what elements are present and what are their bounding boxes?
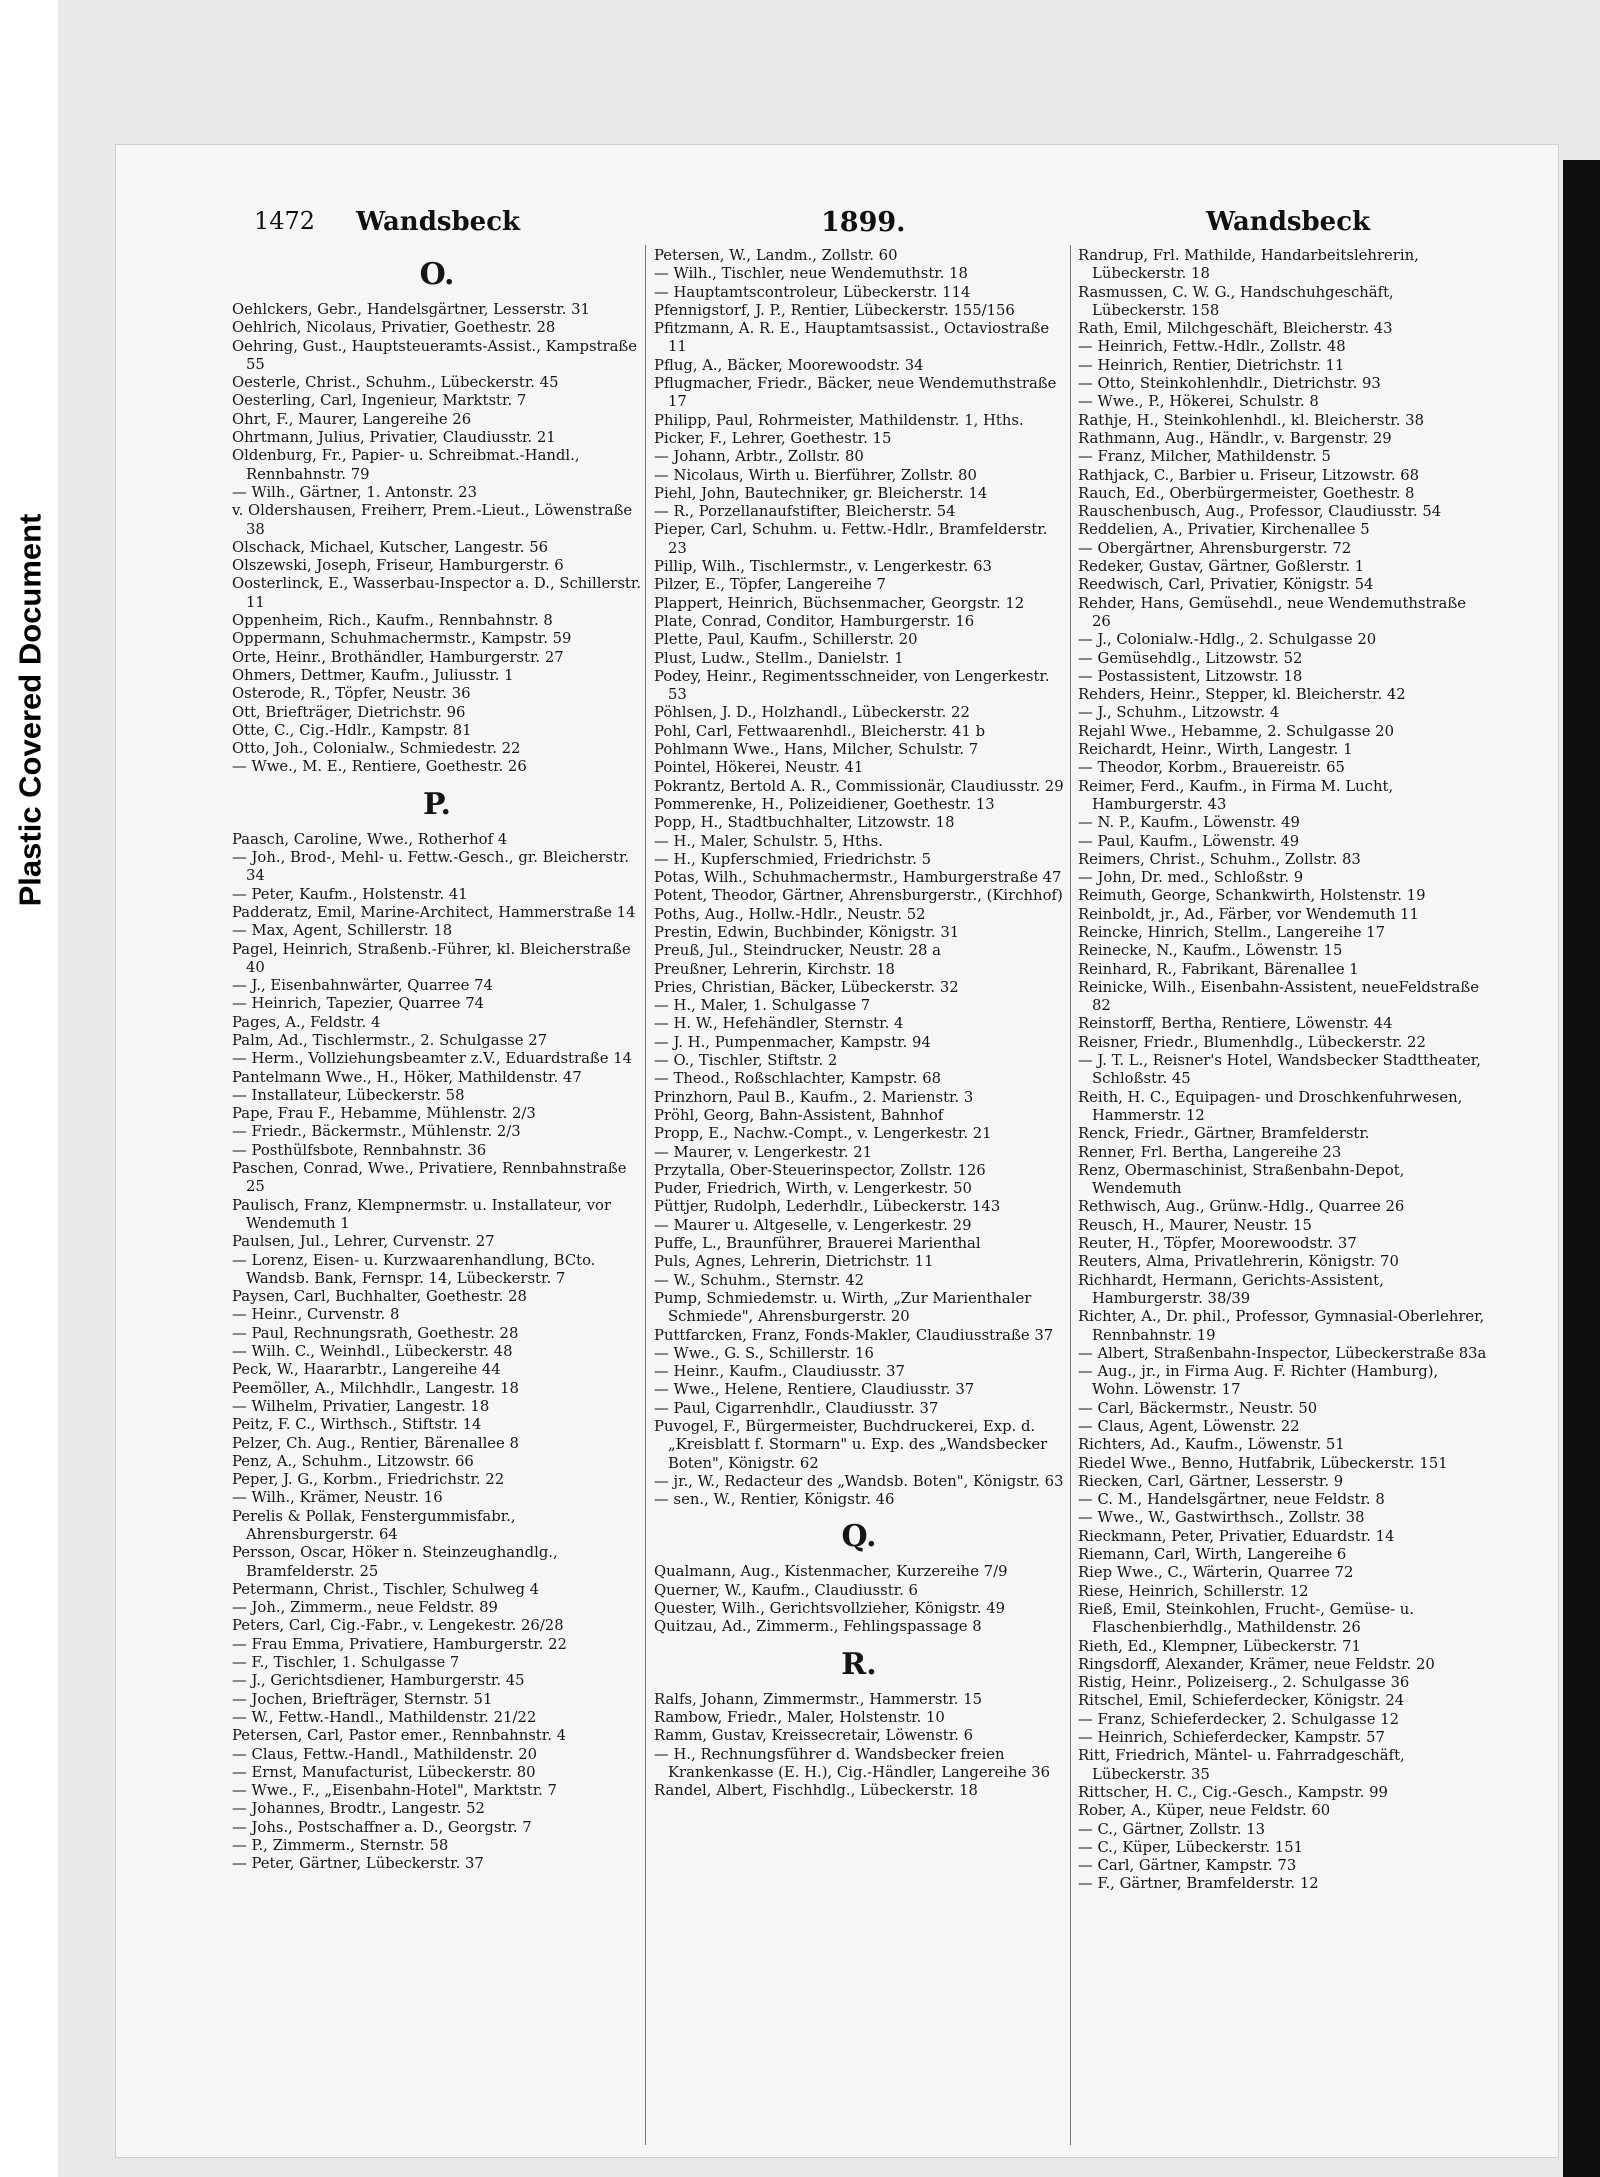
directory-entry: Riemann, Carl, Wirth, Langereihe 6 <box>1078 1546 1347 1564</box>
directory-entry: Rathmann, Aug., Händlr., v. Bargenstr. 29 <box>1078 429 1392 447</box>
directory-entry: — Theod., Roßschlachter, Kampstr. 68 <box>654 1070 942 1088</box>
directory-entry: — Jochen, Briefträger, Sternstr. 51 <box>232 1690 493 1708</box>
directory-column-2 <box>654 247 1064 1800</box>
directory-entry: Oldenburg, Fr., Papier- u. Schreibmat.-Handl., Rennbahnstr. 79 <box>232 447 580 483</box>
directory-entry: Rauschenbusch, Aug., Professor, Claudiusstr. 54 <box>1078 503 1442 521</box>
directory-entry: Rehder, Hans, Gemüsehdl., neue Wendemuthstraße 26 <box>1078 594 1467 630</box>
directory-entry: — J., Schuhm., Litzowstr. 4 <box>1078 704 1280 722</box>
directory-entry: — H., Kupferschmied, Friedrichstr. 5 <box>654 850 932 868</box>
directory-entry: Peemöller, A., Milchhdlr., Langestr. 18 <box>232 1379 519 1397</box>
directory-entry: Rittscher, H. C., Cig.-Gesch., Kampstr. 99 <box>1078 1783 1388 1801</box>
directory-entry: Ramm, Gustav, Kreissecretair, Löwenstr. 6 <box>654 1727 974 1745</box>
directory-entry: Randrup, Frl. Mathilde, Handarbeitslehrerin, Lübeckerstr. 18 <box>1078 247 1419 283</box>
directory-entry: Pantelmann Wwe., H., Höker, Mathildenstr. 47 <box>232 1068 582 1086</box>
directory-entry: Oehlckers, Gebr., Handelsgärtner, Lesserstr. 31 <box>232 301 590 318</box>
directory-entry: Rejahl Wwe., Hebamme, 2. Schulgasse 20 <box>1078 722 1395 740</box>
directory-entry: Propp, E., Nachw.-Compt., v. Lengerkestr. 21 <box>654 1125 992 1143</box>
directory-entry: Perelis & Pollak, Fenstergummisfabr., Ahrensburgerstr. 64 <box>232 1507 516 1543</box>
directory-entry: — Wilh., Tischler, neue Wendemuthstr. 18 <box>654 265 968 283</box>
directory-entry: — N. P., Kaufm., Löwenstr. 49 <box>1078 814 1300 832</box>
directory-entry: — J. H., Pumpenmacher, Kampstr. 94 <box>654 1033 931 1051</box>
directory-entry: Reinecke, N., Kaufm., Löwenstr. 15 <box>1078 942 1343 960</box>
directory-entry: Pelzer, Ch. Aug., Rentier, Bärenallee 8 <box>232 1434 519 1452</box>
directory-entry: Riecken, Carl, Gärtner, Lesserstr. 9 <box>1078 1472 1344 1490</box>
directory-entry: v. Oldershausen, Freiherr, Prem.-Lieut., Löwenstraße 38 <box>232 502 633 538</box>
directory-entry: Qualmann, Aug., Kistenmacher, Kurzereihe 7/9 <box>654 1563 1008 1581</box>
directory-entry: — Wwe., M. E., Rentiere, Goethestr. 26 <box>232 758 527 776</box>
directory-entry: Poths, Aug., Hollw.-Hdlr., Neustr. 52 <box>654 905 926 923</box>
directory-entry: — Heinrich, Rentier, Dietrichstr. 11 <box>1078 356 1345 374</box>
directory-entry: Prestin, Edwin, Buchbinder, Königstr. 31 <box>654 923 960 941</box>
directory-entry: Rathje, H., Steinkohlenhdl., kl. Bleicherstr. 38 <box>1078 411 1424 429</box>
directory-entry: — J., Colonialw.-Hdlg., 2. Schulgasse 20 <box>1078 631 1377 649</box>
directory-entry: — Hauptamtscontroleur, Lübeckerstr. 114 <box>654 283 971 301</box>
directory-entry: — Johann, Arbtr., Zollstr. 80 <box>654 448 864 466</box>
directory-entry: Püttjer, Rudolph, Lederhdlr., Lübeckerstr. 143 <box>654 1198 1001 1216</box>
directory-entry: — Heinrich, Schieferdecker, Kampstr. 57 <box>1078 1729 1385 1747</box>
running-title-left: Wandsbeck <box>356 207 521 237</box>
directory-entry: Pointel, Hökerei, Neustr. 41 <box>654 759 864 777</box>
directory-entry: Reisner, Friedr., Blumenhdlg., Lübeckerstr. 22 <box>1078 1033 1426 1051</box>
directory-entry: Pflug, A., Bäcker, Moorewoodstr. 34 <box>654 356 924 374</box>
directory-entry: Plust, Ludw., Stellm., Danielstr. 1 <box>654 649 904 667</box>
directory-entry: Querner, W., Kaufm., Claudiusstr. 6 <box>654 1581 918 1599</box>
directory-entry: Plate, Conrad, Conditor, Hamburgerstr. 16 <box>654 612 975 630</box>
directory-entry: Reimuth, George, Schankwirth, Holstenstr. 19 <box>1078 887 1426 905</box>
year-heading: 1899. <box>821 207 906 238</box>
directory-entry: Riedel Wwe., Benno, Hutfabrik, Lübeckerstr. 151 <box>1078 1454 1448 1472</box>
directory-entry: — Wwe., F., „Eisenbahn-Hotel", Marktstr. 7 <box>232 1782 557 1800</box>
directory-entry: Przytalla, Ober-Steuerinspector, Zollstr. 126 <box>654 1161 986 1179</box>
directory-entry: Potas, Wilh., Schuhmachermstr., Hamburgerstraße 47 <box>654 869 1062 887</box>
sidebar-label <box>6 430 54 990</box>
directory-entry: Rieckmann, Peter, Privatier, Eduardstr. 14 <box>1078 1527 1395 1545</box>
directory-entry: — Wilhelm, Privatier, Langestr. 18 <box>232 1397 490 1415</box>
directory-entry: — W., Schuhm., Sternstr. 42 <box>654 1271 865 1289</box>
directory-entry: Oesterling, Carl, Ingenieur, Marktstr. 7 <box>232 392 527 410</box>
directory-entry: Oppenheim, Rich., Kaufm., Rennbahnstr. 8 <box>232 612 553 630</box>
directory-entry: — Johs., Postschaffner a. D., Georgstr. 7 <box>232 1818 532 1836</box>
directory-entry: Pieper, Carl, Schuhm. u. Fettw.-Hdlr., Bramfelderstr. 23 <box>654 521 1048 557</box>
directory-entry: Preußner, Lehrerin, Kirchstr. 18 <box>654 960 895 978</box>
directory-entry: Randel, Albert, Fischhdlg., Lübeckerstr. 18 <box>654 1782 978 1800</box>
page-header <box>116 207 1558 247</box>
directory-entry: Podey, Heinr., Regimentsschneider, von Lengerkestr. 53 <box>654 667 1050 704</box>
directory-entry: — Claus, Agent, Löwenstr. 22 <box>1078 1418 1300 1435</box>
directory-entry: Pillip, Wilh., Tischlermstr., v. Lengerkestr. 63 <box>654 558 992 576</box>
directory-entry: Oppermann, Schuhmachermstr., Kampstr. 59 <box>232 630 572 648</box>
directory-entry: — Franz, Schieferdecker, 2. Schulgasse 12 <box>1078 1710 1400 1728</box>
directory-entry: Peters, Carl, Cig.-Fabr., v. Lengekestr. 26/28 <box>232 1617 564 1635</box>
directory-entry: Ralfs, Johann, Zimmermstr., Hammerstr. 15 <box>654 1690 983 1708</box>
directory-entry: — Wilh. C., Weinhdl., Lübeckerstr. 48 <box>232 1343 513 1361</box>
directory-entry: — John, Dr. med., Schloßstr. 9 <box>1078 869 1304 887</box>
directory-entry: Popp, H., Stadtbuchhalter, Litzowstr. 18 <box>654 814 955 832</box>
directory-entry: Peck, W., Haararbtr., Langereihe 44 <box>232 1361 501 1379</box>
directory-entry: Pump, Schmiedemstr. u. Wirth, „Zur Marienthaler Schmiede", Ahrensburgerstr. 20 <box>654 1289 1032 1326</box>
directory-entry: Rethwisch, Aug., Grünw.-Hdlg., Quarree 26 <box>1078 1198 1405 1216</box>
directory-entry: — Friedr., Bäckermstr., Mühlenstr. 2/3 <box>232 1123 521 1141</box>
directory-entry: Paulisch, Franz, Klempnermstr. u. Installateur, vor Wendemuth 1 <box>232 1196 612 1232</box>
directory-entry: Reincke, Hinrich, Stellm., Langereihe 17 <box>1078 923 1386 941</box>
directory-entry: — Carl, Bäckermstr., Neustr. 50 <box>1078 1399 1318 1417</box>
directory-entry: — Wwe., Helene, Rentiere, Claudiusstr. 37 <box>654 1381 975 1399</box>
directory-entry: Pilzer, E., Töpfer, Langereihe 7 <box>654 576 886 594</box>
directory-entry: Puttfarcken, Franz, Fonds-Makler, Claudiusstraße 37 <box>654 1326 1054 1344</box>
directory-entry: Otto, Joh., Colonialw., Schmiedestr. 22 <box>232 740 521 758</box>
directory-entry: Ohrt, F., Maurer, Langereihe 26 <box>232 410 472 428</box>
directory-entry: Reichardt, Heinr., Wirth, Langestr. 1 <box>1078 741 1353 759</box>
directory-entry: Reimer, Ferd., Kaufm., in Firma M. Lucht, Hamburgerstr. 43 <box>1078 777 1394 813</box>
directory-entry: Reddelien, A., Privatier, Kirchenallee 5 <box>1078 521 1370 539</box>
directory-entry: — Paul, Cigarrenhdlr., Claudiusstr. 37 <box>654 1399 939 1417</box>
directory-entry: — Obergärtner, Ahrensburgerstr. 72 <box>1078 539 1352 557</box>
directory-entry: Quester, Wilh., Gerichtsvollzieher, Königstr. 49 <box>654 1600 1006 1618</box>
directory-entry: — Herm., Vollziehungsbeamter z.V., Eduardstraße 14 <box>232 1050 633 1068</box>
directory-entry: Pohlmann Wwe., Hans, Milcher, Schulstr. 7 <box>654 741 979 759</box>
directory-entry: Plette, Paul, Kaufm., Schillerstr. 20 <box>654 631 918 649</box>
directory-entry: Richters, Ad., Kaufm., Löwenstr. 51 <box>1078 1436 1345 1454</box>
column-divider <box>645 245 646 2145</box>
directory-entry: — Wwe., G. S., Schillerstr. 16 <box>654 1344 874 1362</box>
directory-entry: Reusch, H., Maurer, Neustr. 15 <box>1078 1216 1312 1234</box>
directory-entry: Reuter, H., Töpfer, Moorewoodstr. 37 <box>1078 1235 1357 1253</box>
running-title-right: Wandsbeck <box>1206 207 1371 237</box>
directory-entry: Pfennigstorf, J. P., Rentier, Lübeckerstr. 155/156 <box>654 301 1015 319</box>
directory-entry: Puffe, L., Braunführer, Brauerei Marienthal <box>654 1235 981 1253</box>
directory-entry: — sen., W., Rentier, Königstr. 46 <box>654 1491 895 1509</box>
directory-entry: Pöhlsen, J. D., Holzhandl., Lübeckerstr. 22 <box>654 704 970 722</box>
directory-entry: Pokrantz, Bertold A. R., Commissionär, Claudiusstr. 29 <box>654 777 1064 795</box>
directory-entry: Reinicke, Wilh., Eisenbahn-Assistent, neueFeldstraße 82 <box>1078 978 1479 1015</box>
directory-entry: Pflugmacher, Friedr., Bäcker, neue Wendemuthstraße 17 <box>654 375 1057 411</box>
directory-entry: — R., Porzellanaufstifter, Bleicherstr. 54 <box>654 503 956 521</box>
directory-entry: Paasch, Caroline, Wwe., Rotherhof 4 <box>232 830 508 848</box>
section-letter: O. <box>419 257 455 292</box>
directory-entry: — C. M., Handelsgärtner, neue Feldstr. 8 <box>1078 1491 1385 1509</box>
directory-entry: — Wwe., W., Gastwirthsch., Zollstr. 38 <box>1078 1509 1365 1527</box>
directory-entry: Penz, A., Schuhm., Litzowstr. 66 <box>232 1452 474 1470</box>
directory-entry: — Lorenz, Eisen- u. Kurzwaarenhandlung, BCto. Wandsb. Bank, Fernspr. 14, Lübeckerstr. 7 <box>232 1251 596 1287</box>
directory-entry: Puls, Agnes, Lehrerin, Dietrichstr. 11 <box>654 1253 934 1271</box>
sidebar-label-text: Plastic Covered Document <box>12 513 48 907</box>
directory-entry: — Otto, Steinkohlenhdlr., Dietrichstr. 93 <box>1078 375 1381 393</box>
directory-entry: — Albert, Straßenbahn-Inspector, Lübeckerstraße 83a <box>1078 1344 1487 1362</box>
directory-entry: Plappert, Heinrich, Büchsenmacher, Georgstr. 12 <box>654 594 1025 612</box>
directory-entry: — Aug., jr., in Firma Aug. F. Richter (Hamburg), Wohn. Löwenstr. 17 <box>1078 1363 1439 1399</box>
section-letter: R. <box>841 1646 877 1682</box>
directory-entry: — Johannes, Brodtr., Langestr. 52 <box>232 1800 485 1818</box>
directory-column-3 <box>1078 247 1488 1894</box>
directory-entry: — Theodor, Korbm., Brauereistr. 65 <box>1078 759 1345 777</box>
directory-entry: — Posthülfsbote, Rennbahnstr. 36 <box>232 1141 487 1159</box>
directory-entry: Ringsdorff, Alexander, Krämer, neue Feldstr. 20 <box>1078 1655 1435 1673</box>
directory-entry: Prinzhorn, Paul B., Kaufm., 2. Marienstr. 3 <box>654 1088 974 1106</box>
directory-entry: — P., Zimmerm., Sternstr. 58 <box>232 1837 449 1855</box>
directory-entry: Redeker, Gustav, Gärtner, Goßlerstr. 1 <box>1078 558 1365 576</box>
directory-entry: — Claus, Fettw.-Handl., Mathildenstr. 20 <box>232 1745 538 1763</box>
directory-entry: Rober, A., Küper, neue Feldstr. 60 <box>1078 1802 1331 1820</box>
directory-entry: — Maurer u. Altgeselle, v. Lengerkestr. 29 <box>654 1216 972 1234</box>
directory-entry: Pages, A., Feldstr. 4 <box>232 1013 381 1031</box>
directory-entry: — jr., W., Redacteur des „Wandsb. Boten", Königstr. 63 <box>654 1472 1064 1490</box>
directory-entry: — J. T. L., Reisner's Hotel, Wandsbecker Stadttheater, Schloßstr. 45 <box>1078 1052 1481 1088</box>
directory-entry: Persson, Oscar, Höker n. Steinzeughandlg., Bramfelderstr. 25 <box>232 1544 558 1580</box>
directory-entry: Richter, A., Dr. phil., Professor, Gymnasial-Oberlehrer, Rennbahnstr. 19 <box>1078 1308 1485 1344</box>
directory-entry: — H. W., Hefehändler, Sternstr. 4 <box>654 1015 904 1033</box>
directory-entry: Peper, J. G., Korbm., Friedrichstr. 22 <box>232 1471 505 1489</box>
directory-entry: Ritt, Friedrich, Mäntel- u. Fahrradgeschäft, Lübeckerstr. 35 <box>1078 1747 1405 1783</box>
column-divider <box>1070 245 1071 2145</box>
directory-entry: Preuß, Jul., Steindrucker, Neustr. 28 a <box>654 942 941 960</box>
directory-entry: — Joh., Brod-, Mehl- u. Fettw.-Gesch., gr. Bleicherstr. 34 <box>232 849 630 885</box>
directory-entry: Rehders, Heinr., Stepper, kl. Bleicherstr. 42 <box>1078 686 1406 704</box>
directory-entry: Pape, Frau F., Hebamme, Mühlenstr. 2/3 <box>232 1105 536 1123</box>
directory-entry: Paysen, Carl, Buchhalter, Goethestr. 28 <box>232 1288 527 1306</box>
directory-entry: Reinstorff, Bertha, Rentiere, Löwenstr. 44 <box>1078 1015 1393 1033</box>
directory-entry: Rambow, Friedr., Maler, Holstenstr. 10 <box>654 1708 945 1726</box>
directory-entry: Ohmers, Dettmer, Kaufm., Juliusstr. 1 <box>232 666 514 684</box>
directory-entry: — H., Rechnungsführer d. Wandsbecker freien Krankenkasse (E. H.), Cig.-Händler, Langereihe 36 <box>654 1745 1051 1781</box>
directory-entry: Olszewski, Joseph, Friseur, Hamburgerstr. 6 <box>232 557 564 575</box>
book-edge <box>1563 160 1600 2177</box>
directory-entry: Rathjack, C., Barbier u. Friseur, Litzowstr. 68 <box>1078 466 1420 484</box>
directory-entry: — W., Fettw.-Handl., Mathildenstr. 21/22 <box>232 1708 537 1726</box>
directory-entry: — C., Küper, Lübeckerstr. 151 <box>1078 1838 1304 1856</box>
directory-column-1 <box>232 247 642 1874</box>
section-letter: Q. <box>841 1519 877 1555</box>
directory-entry: — C., Gärtner, Zollstr. 13 <box>1078 1820 1266 1838</box>
directory-entry: Pries, Christian, Bäcker, Lübeckerstr. 32 <box>654 978 959 996</box>
section-letter: P. <box>422 786 452 822</box>
directory-entry: Ott, Briefträger, Dietrichstr. 96 <box>232 703 466 721</box>
directory-entry: Oehring, Gust., Hauptsteueramts-Assist., Kampstraße 55 <box>232 337 638 373</box>
directory-entry: Orte, Heinr., Brothändler, Hamburgerstr. 27 <box>232 648 564 666</box>
directory-entry: Riese, Heinrich, Schillerstr. 12 <box>1078 1582 1309 1600</box>
directory-entry: — Gemüsehdlg., Litzowstr. 52 <box>1078 649 1303 667</box>
directory-entry: Reith, H. C., Equipagen- und Droschkenfuhrwesen, Hammerstr. 12 <box>1078 1088 1463 1124</box>
directory-entry: — Heinr., Curvenstr. 8 <box>232 1306 400 1324</box>
directory-entry: Pohl, Carl, Fettwaarenhdl., Bleicherstr. 41 b <box>654 722 986 740</box>
directory-entry: Renner, Frl. Bertha, Langereihe 23 <box>1078 1143 1342 1161</box>
directory-entry: — Wilh., Gärtner, 1. Antonstr. 23 <box>232 483 478 501</box>
directory-entry: — Maurer, v. Lengerkestr. 21 <box>654 1143 873 1161</box>
directory-entry: Reimers, Christ., Schuhm., Zollstr. 83 <box>1078 850 1361 868</box>
directory-entry: Palm, Ad., Tischlermstr., 2. Schulgasse 27 <box>232 1031 548 1049</box>
directory-entry: Renz, Obermaschinist, Straßenbahn-Depot, Wendemuth <box>1078 1161 1405 1198</box>
directory-entry: — Wilh., Krämer, Neustr. 16 <box>232 1489 443 1507</box>
directory-entry: Otte, C., Cig.-Hdlr., Kampstr. 81 <box>232 721 472 739</box>
directory-entry: — Paul, Kaufm., Löwenstr. 49 <box>1078 832 1300 850</box>
directory-entry: Petersen, W., Landm., Zollstr. 60 <box>654 247 898 264</box>
directory-entry: Pommerenke, H., Polizeidiener, Goethestr. 13 <box>654 795 995 813</box>
directory-entry: — Peter, Gärtner, Lübeckerstr. 37 <box>232 1855 484 1873</box>
directory-entry: Picker, F., Lehrer, Goethestr. 15 <box>654 429 892 447</box>
directory-entry: Puder, Friedrich, Wirth, v. Lengerkestr. 50 <box>654 1180 972 1198</box>
directory-entry: Renck, Friedr., Gärtner, Bramfelderstr. <box>1078 1125 1370 1143</box>
directory-entry: — Max, Agent, Schillerstr. 18 <box>232 922 453 940</box>
directory-entry: Pfitzmann, A. R. E., Hauptamtsassist., Octaviostraße 11 <box>654 320 1050 356</box>
directory-entry: Osterode, R., Töpfer, Neustr. 36 <box>232 685 471 703</box>
directory-entry: — Heinrich, Tapezier, Quarree 74 <box>232 995 485 1013</box>
directory-entry: Padderatz, Emil, Marine-Architect, Hammerstraße 14 <box>232 903 636 921</box>
directory-entry: Richhardt, Hermann, Gerichts-Assistent, Hamburgerstr. 38/39 <box>1078 1271 1384 1307</box>
directory-entry: — Frau Emma, Privatiere, Hamburgerstr. 22 <box>232 1635 567 1653</box>
directory-entry: — J., Gerichtsdiener, Hamburgerstr. 45 <box>232 1672 525 1690</box>
directory-entry: Rieth, Ed., Klempner, Lübeckerstr. 71 <box>1078 1637 1361 1655</box>
directory-entry: Oehlrich, Nicolaus, Privatier, Goethestr. 28 <box>232 319 556 337</box>
directory-entry: Ohrtmann, Julius, Privatier, Claudiusstr. 21 <box>232 429 556 447</box>
directory-entry: Potent, Theodor, Gärtner, Ahrensburgerstr., (Kirchhof) <box>654 887 1063 905</box>
directory-entry: Rauch, Ed., Oberbürgermeister, Goethestr. 8 <box>1078 484 1415 502</box>
directory-entry: Ristig, Heinr., Polizeiserg., 2. Schulgasse 36 <box>1078 1674 1410 1692</box>
directory-entry: Riep Wwe., C., Wärterin, Quarree 72 <box>1078 1564 1354 1582</box>
directory-entry: — Installateur, Lübeckerstr. 58 <box>232 1086 465 1104</box>
directory-page <box>116 145 1558 2157</box>
directory-entry: — Heinrich, Fettw.-Hdlr., Zollstr. 48 <box>1078 338 1346 356</box>
directory-entry: — J., Eisenbahnwärter, Quarree 74 <box>232 977 493 995</box>
directory-entry: Paulsen, Jul., Lehrer, Curvenstr. 27 <box>232 1233 495 1251</box>
directory-entry: — F., Tischler, 1. Schulgasse 7 <box>232 1654 460 1672</box>
directory-entry: — Carl, Gärtner, Kampstr. 73 <box>1078 1857 1297 1875</box>
directory-entry: — F., Gärtner, Bramfelderstr. 12 <box>1078 1875 1319 1893</box>
directory-entry: Quitzau, Ad., Zimmerm., Fehlingspassage 8 <box>654 1618 982 1636</box>
page-number: 1472 <box>254 207 316 235</box>
directory-entry: — O., Tischler, Stiftstr. 2 <box>654 1052 838 1070</box>
directory-entry: Rieß, Emil, Steinkohlen, Frucht-, Gemüse- u. Flaschenbierhdlg., Mathildenstr. 26 <box>1078 1600 1415 1637</box>
directory-entry: — H., Maler, Schulstr. 5, Hths. <box>654 832 883 850</box>
directory-entry: Oesterle, Christ., Schuhm., Lübeckerstr. 45 <box>232 374 559 392</box>
directory-entry: — Peter, Kaufm., Holstenstr. 41 <box>232 885 468 903</box>
directory-entry: — Ernst, Manufacturist, Lübeckerstr. 80 <box>232 1763 536 1781</box>
directory-entry: Ritschel, Emil, Schieferdecker, Königstr. 24 <box>1078 1692 1405 1710</box>
directory-entry: — Wwe., P., Hökerei, Schulstr. 8 <box>1078 393 1319 411</box>
directory-entry: Piehl, John, Bautechniker, gr. Bleicherstr. 14 <box>654 484 988 502</box>
directory-entry: Paschen, Conrad, Wwe., Privatiere, Rennbahnstraße 25 <box>232 1160 627 1196</box>
directory-entry: Pagel, Heinrich, Straßenb.-Führer, kl. Bleicherstraße 40 <box>232 940 631 976</box>
directory-entry: Olschack, Michael, Kutscher, Langestr. 56 <box>232 538 549 556</box>
directory-entry: Reinhard, R., Fabrikant, Bärenallee 1 <box>1078 960 1359 978</box>
directory-entry: — Heinr., Kaufm., Claudiusstr. 37 <box>654 1363 905 1381</box>
directory-entry: Petersen, Carl, Pastor emer., Rennbahnstr. 4 <box>232 1727 567 1745</box>
directory-entry: — Paul, Rechnungsrath, Goethestr. 28 <box>232 1324 519 1342</box>
directory-entry: Reuters, Alma, Privatlehrerin, Königstr. 70 <box>1078 1253 1399 1271</box>
directory-entry: — Joh., Zimmerm., neue Feldstr. 89 <box>232 1599 498 1617</box>
directory-entry: Petermann, Christ., Tischler, Schulweg 4 <box>232 1580 540 1598</box>
directory-entry: Rasmussen, C. W. G., Handschuhgeschäft, Lübeckerstr. 158 <box>1078 283 1394 319</box>
directory-entry: — H., Maler, 1. Schulgasse 7 <box>654 997 871 1015</box>
directory-entry: Puvogel, F., Bürgermeister, Buchdruckerei, Exp. d. „Kreisblatt f. Stormarn" u. Exp. des „Wandsbecker Boten", Königstr. 62 <box>654 1418 1048 1472</box>
directory-entry: — Franz, Milcher, Mathildenstr. 5 <box>1078 448 1331 466</box>
directory-entry: Reedwisch, Carl, Privatier, Königstr. 54 <box>1078 576 1374 594</box>
directory-entry: Rath, Emil, Milchgeschäft, Bleicherstr. 43 <box>1078 320 1393 338</box>
directory-entry: — Postassistent, Litzowstr. 18 <box>1078 667 1303 685</box>
directory-entry: Reinboldt, jr., Ad., Färber, vor Wendemuth 11 <box>1078 905 1419 923</box>
directory-entry: Philipp, Paul, Rohrmeister, Mathildenstr. 1, Hths. <box>654 411 1024 429</box>
directory-entry: Oosterlinck, E., Wasserbau-Inspector a. D., Schillerstr. 11 <box>232 575 642 611</box>
directory-entry: — Nicolaus, Wirth u. Bierführer, Zollstr. 80 <box>654 466 977 484</box>
directory-entry: Pröhl, Georg, Bahn-Assistent, Bahnhof <box>654 1106 944 1124</box>
directory-entry: Peitz, F. C., Wirthsch., Stiftstr. 14 <box>232 1416 482 1434</box>
